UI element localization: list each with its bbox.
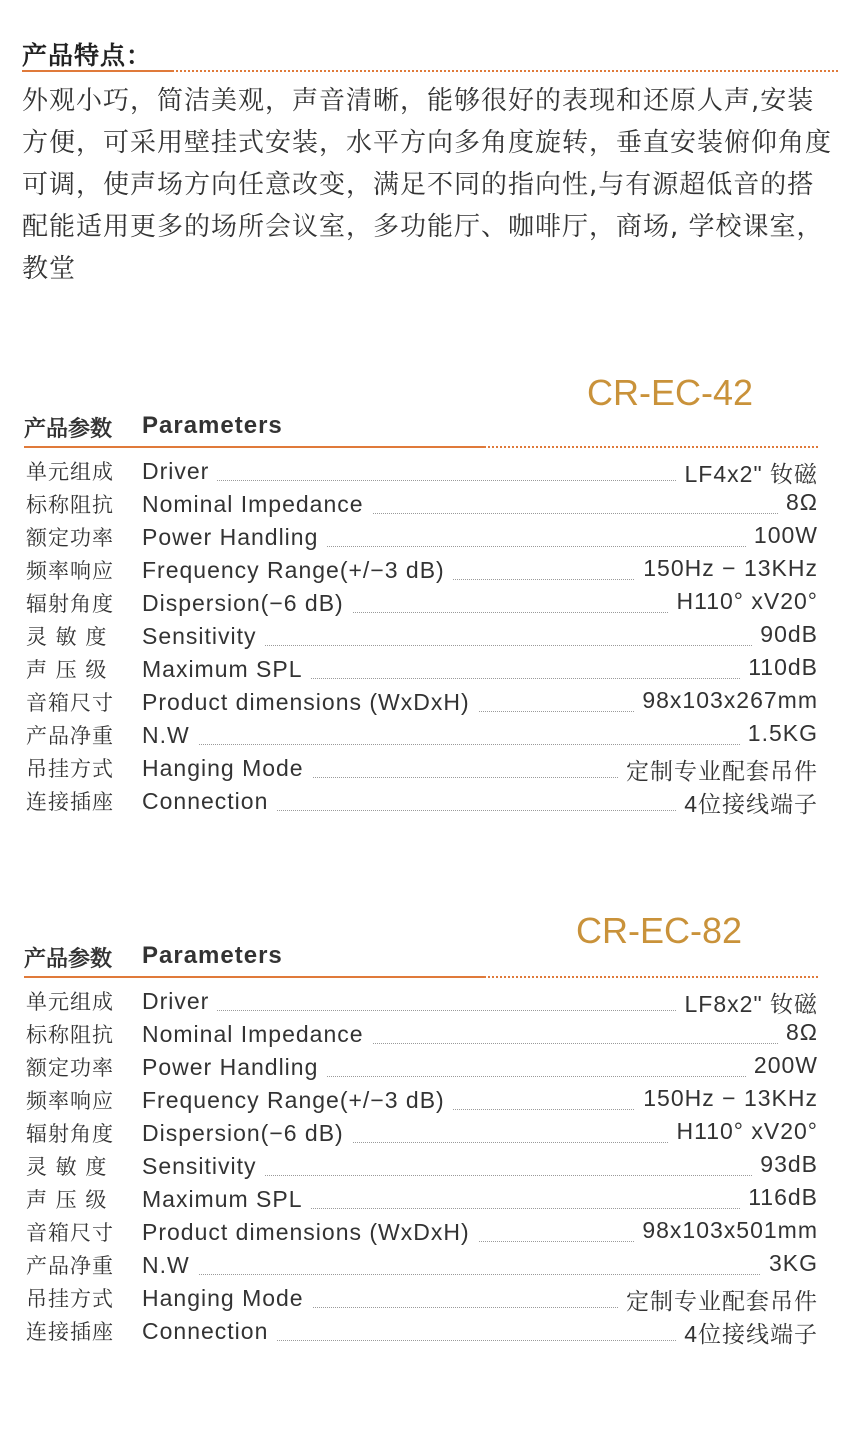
spec-row bbox=[0, 1116, 860, 1149]
spec-label-en: Power Handling bbox=[142, 1054, 326, 1081]
spec-value: 4位接线端子 bbox=[676, 1316, 818, 1349]
spec-label-cn: 吊挂方式 bbox=[26, 757, 114, 781]
spec-value: 98x103x501mm bbox=[634, 1217, 818, 1244]
spec-label-en: Nominal Impedance bbox=[142, 491, 372, 518]
spec-value: 8Ω bbox=[778, 489, 818, 516]
spec-table-cr-ec-82 bbox=[0, 902, 860, 1372]
spec-label-cn: 产品净重 bbox=[26, 1254, 114, 1278]
spec-value: 150Hz − 13KHz bbox=[635, 1085, 818, 1112]
spec-label-en: Connection bbox=[142, 1318, 276, 1345]
spec-label-en: Hanging Mode bbox=[142, 1285, 312, 1312]
spec-value: 93dB bbox=[752, 1151, 818, 1178]
spec-row bbox=[0, 1083, 860, 1116]
params-header-en: Parameters bbox=[142, 942, 283, 969]
spec-label-en: Frequency Range(+/−3 dB) bbox=[142, 557, 453, 584]
features-description: 外观小巧，简洁美观，声音清晰，能够很好的表现和还原人声,安装方便，可采用壁挂式安装，水平方向多角度旋转，垂直安装俯仰角度可调，使声场方向任意改变，满足不同的指向性,与有源超低音的搭配能适用更多的场所会议室，多功能厅、咖啡厅，商场, 学校课室，教堂 bbox=[22, 86, 833, 284]
spec-label-cn: 连接插座 bbox=[26, 1320, 114, 1344]
spec-label-cn: 灵 敏 度 bbox=[26, 1155, 108, 1179]
spec-row bbox=[0, 553, 860, 586]
spec-value: 4位接线端子 bbox=[676, 786, 818, 819]
spec-label-cn: 额定功率 bbox=[26, 526, 114, 550]
spec-label-cn: 单元组成 bbox=[26, 990, 114, 1014]
spec-label-en: Nominal Impedance bbox=[142, 1021, 372, 1048]
spec-value: 3KG bbox=[761, 1250, 818, 1277]
params-divider-solid bbox=[24, 446, 484, 448]
spec-label-cn: 单元组成 bbox=[26, 460, 114, 484]
params-header-cn: 产品参数 bbox=[24, 947, 113, 972]
spec-label-en: Product dimensions (WxDxH) bbox=[142, 689, 478, 716]
dotted-leader bbox=[142, 1274, 818, 1275]
spec-row bbox=[0, 586, 860, 619]
spec-label-en: Dispersion(−6 dB) bbox=[142, 1120, 352, 1147]
spec-label-en: Product dimensions (WxDxH) bbox=[142, 1219, 478, 1246]
spec-rows bbox=[0, 984, 860, 1347]
spec-value: 150Hz − 13KHz bbox=[635, 555, 818, 582]
model-name: CR-EC-42 bbox=[587, 372, 754, 413]
spec-row bbox=[0, 1248, 860, 1281]
features-divider-dotted bbox=[172, 70, 838, 72]
spec-row bbox=[0, 652, 860, 685]
spec-label-en: Maximum SPL bbox=[142, 656, 311, 683]
spec-label-cn: 连接插座 bbox=[26, 790, 114, 814]
spec-row bbox=[0, 1149, 860, 1182]
spec-row bbox=[0, 984, 860, 1017]
spec-label-cn: 音箱尺寸 bbox=[26, 691, 114, 715]
spec-label-cn: 辐射角度 bbox=[26, 592, 114, 616]
spec-value: H110° xV20° bbox=[669, 588, 819, 615]
spec-label-en: Maximum SPL bbox=[142, 1186, 311, 1213]
spec-row bbox=[0, 751, 860, 784]
spec-label-en: Driver bbox=[142, 988, 217, 1015]
spec-label-en: Driver bbox=[142, 458, 217, 485]
spec-label-cn: 标称阻抗 bbox=[26, 1023, 114, 1047]
spec-label-en: Connection bbox=[142, 788, 276, 815]
spec-label-cn: 声 压 级 bbox=[26, 658, 108, 682]
spec-label-en: Frequency Range(+/−3 dB) bbox=[142, 1087, 453, 1114]
features-heading: 产品特点： bbox=[22, 41, 153, 70]
spec-row bbox=[0, 619, 860, 652]
spec-value: 90dB bbox=[752, 621, 818, 648]
spec-value: 8Ω bbox=[778, 1019, 818, 1046]
spec-label-en: N.W bbox=[142, 722, 198, 749]
spec-row bbox=[0, 718, 860, 751]
spec-row bbox=[0, 1017, 860, 1050]
spec-value: H110° xV20° bbox=[669, 1118, 819, 1145]
spec-table-cr-ec-42 bbox=[0, 372, 860, 842]
spec-value: 200W bbox=[746, 1052, 818, 1079]
params-divider-dotted bbox=[484, 976, 818, 978]
spec-value: 110dB bbox=[740, 654, 818, 681]
spec-row bbox=[0, 1314, 860, 1347]
spec-value: 定制专业配套吊件 bbox=[618, 753, 818, 786]
spec-value: 定制专业配套吊件 bbox=[618, 1283, 818, 1316]
spec-row bbox=[0, 520, 860, 553]
spec-rows bbox=[0, 454, 860, 817]
spec-label-cn: 辐射角度 bbox=[26, 1122, 114, 1146]
spec-row bbox=[0, 454, 860, 487]
spec-value: 1.5KG bbox=[740, 720, 818, 747]
spec-label-cn: 标称阻抗 bbox=[26, 493, 114, 517]
params-header-cn: 产品参数 bbox=[24, 417, 113, 442]
spec-label-en: Dispersion(−6 dB) bbox=[142, 590, 352, 617]
params-header-en: Parameters bbox=[142, 412, 283, 439]
features-divider-solid bbox=[22, 70, 172, 72]
spec-label-en: Power Handling bbox=[142, 524, 326, 551]
spec-label-en: N.W bbox=[142, 1252, 198, 1279]
spec-label-cn: 音箱尺寸 bbox=[26, 1221, 114, 1245]
spec-label-en: Sensitivity bbox=[142, 623, 265, 650]
spec-row bbox=[0, 1281, 860, 1314]
dotted-leader bbox=[142, 744, 818, 745]
spec-row bbox=[0, 1050, 860, 1083]
model-name: CR-EC-82 bbox=[576, 910, 743, 951]
spec-value: 100W bbox=[746, 522, 818, 549]
spec-row bbox=[0, 1182, 860, 1215]
spec-value: 98x103x267mm bbox=[634, 687, 818, 714]
spec-label-cn: 吊挂方式 bbox=[26, 1287, 114, 1311]
spec-label-en: Sensitivity bbox=[142, 1153, 265, 1180]
spec-row bbox=[0, 685, 860, 718]
spec-row bbox=[0, 487, 860, 520]
params-divider-dotted bbox=[484, 446, 818, 448]
spec-value: 116dB bbox=[740, 1184, 818, 1211]
spec-label-cn: 声 压 级 bbox=[26, 1188, 108, 1212]
spec-row bbox=[0, 784, 860, 817]
spec-label-cn: 频率响应 bbox=[26, 559, 114, 583]
spec-label-cn: 产品净重 bbox=[26, 724, 114, 748]
spec-label-cn: 频率响应 bbox=[26, 1089, 114, 1113]
spec-label-cn: 灵 敏 度 bbox=[26, 625, 108, 649]
spec-value: LF4x2" 钕磁 bbox=[677, 456, 818, 489]
spec-label-en: Hanging Mode bbox=[142, 755, 312, 782]
spec-value: LF8x2" 钕磁 bbox=[677, 986, 818, 1019]
spec-row bbox=[0, 1215, 860, 1248]
params-divider-solid bbox=[24, 976, 484, 978]
spec-label-cn: 额定功率 bbox=[26, 1056, 114, 1080]
